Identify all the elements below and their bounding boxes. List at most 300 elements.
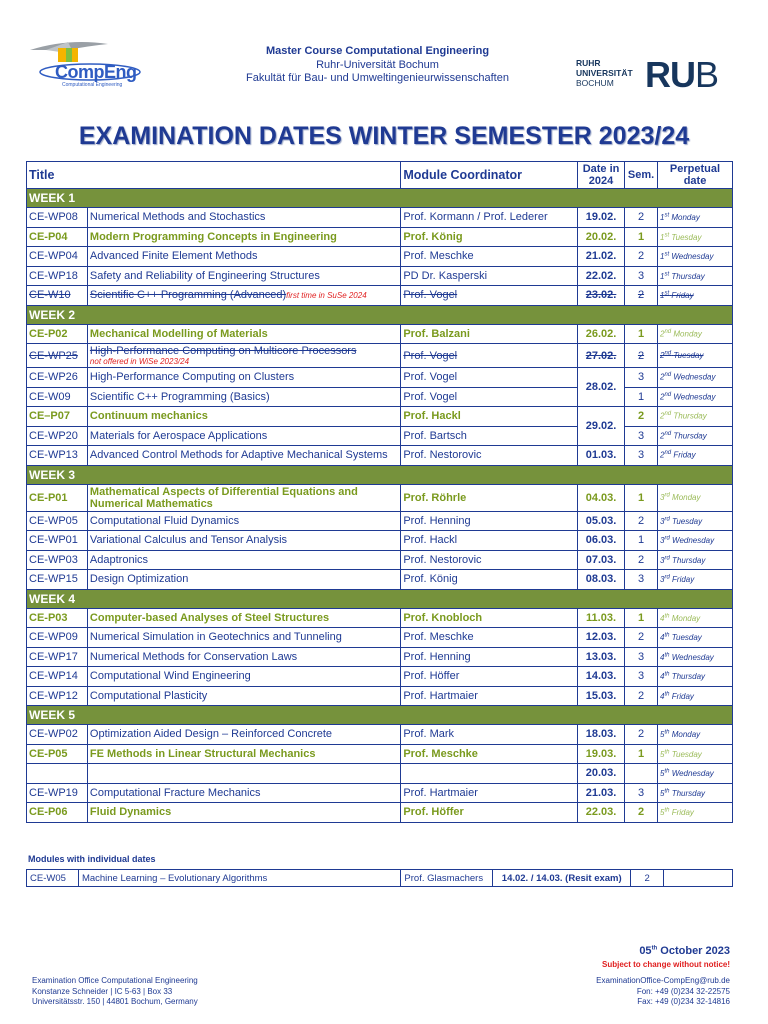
row-coordinator: Prof. Meschke <box>401 744 578 764</box>
perp-sup: nd <box>664 350 672 357</box>
row-sem: 3 <box>625 266 658 286</box>
row-coordinator <box>401 764 578 784</box>
row-title: Computational Fracture Mechanics <box>89 786 261 799</box>
row-date: 26.02. <box>578 324 625 344</box>
row-sem: 3 <box>625 446 658 466</box>
row-sem: 3 <box>625 783 658 803</box>
date-rest: October 2023 <box>657 945 730 957</box>
perp-sup: rd <box>664 554 670 561</box>
row-perpetual <box>658 446 733 466</box>
row-perpetual <box>658 725 733 745</box>
row-title: Design Optimization <box>89 573 189 586</box>
perp-sup: nd <box>664 411 672 418</box>
row-perpetual <box>664 870 733 887</box>
row-coordinator: Prof. Henning <box>401 511 578 531</box>
row-perpetual <box>658 227 733 247</box>
row-code: CE-WP05 <box>27 511 88 531</box>
table-row <box>27 803 733 823</box>
row-perpetual <box>658 550 733 570</box>
row-title: High-Performance Computing on Clusters <box>87 368 400 388</box>
row-sem: 2 <box>625 550 658 570</box>
row-perpetual <box>658 686 733 706</box>
week-header <box>27 589 733 608</box>
perp-day: Friday <box>671 291 694 301</box>
row-title-cell <box>87 247 400 267</box>
perp-sup: th <box>664 671 670 678</box>
week-label: WEEK 1 <box>27 189 733 208</box>
row-code: CE-P02 <box>27 324 88 344</box>
header-university: Ruhr-Universität Bochum <box>316 59 439 71</box>
row-title-cell <box>87 628 400 648</box>
row-code: CE-WP01 <box>27 531 88 551</box>
perp-sup: st <box>664 290 670 297</box>
row-sem: 2 <box>625 286 658 306</box>
row-date: 14.02. / 14.03. (Resit exam) <box>493 870 631 887</box>
row-title-cell <box>87 608 400 628</box>
row-sem: 2 <box>625 725 658 745</box>
row-coordinator: Prof. Meschke <box>401 628 578 648</box>
header-center <box>200 45 555 84</box>
row-sem: 2 <box>625 407 658 427</box>
footer-contact <box>596 976 730 1008</box>
row-title: Optimization Aided Design – Reinforced Concrete <box>89 728 333 741</box>
row-code: CE-WP08 <box>27 208 88 228</box>
row-perpetual <box>658 387 733 407</box>
row-sem: 2 <box>625 686 658 706</box>
rub-logo <box>645 54 718 96</box>
exam-table <box>26 161 733 823</box>
row-code: CE-W09 <box>27 387 88 407</box>
row-coordinator: Prof. König <box>401 570 578 590</box>
table-row <box>27 628 733 648</box>
row-coordinator: Prof. Höffer <box>401 667 578 687</box>
row-code: CE-WP26 <box>27 368 88 388</box>
row-title-cell <box>87 647 400 667</box>
perp-day: Thursday <box>671 672 706 682</box>
row-date: 04.03. <box>578 484 625 511</box>
perp-num: 3 <box>660 493 665 503</box>
row-code: CE-WP25 <box>27 344 88 368</box>
perp-day: Wednesday <box>673 373 716 383</box>
rub-logo-b: B <box>695 54 719 95</box>
header-perpetual: Perpetual date <box>658 162 733 189</box>
row-perpetual <box>658 511 733 531</box>
perp-sup: st <box>664 251 670 258</box>
perp-day: Wednesday <box>673 392 716 402</box>
table-row <box>27 647 733 667</box>
row-title: Adaptronics <box>89 553 149 566</box>
row-title-cell <box>87 667 400 687</box>
row-sem: 3 <box>625 368 658 388</box>
row-date: 01.03. <box>578 446 625 466</box>
individual-dates-table <box>26 869 733 887</box>
row-perpetual <box>658 484 733 511</box>
row-perpetual <box>658 368 733 388</box>
row-title: Scientific C++ Programming (Basics) <box>87 387 400 407</box>
row-title-cell <box>87 286 400 306</box>
row-sem: 3 <box>625 647 658 667</box>
row-code: CE-P06 <box>27 803 88 823</box>
perp-sup: st <box>664 212 670 219</box>
table-row <box>27 570 733 590</box>
row-title: High-Performance Computing on Multicore Processors <box>89 345 357 357</box>
row-title: Numerical Simulation in Geotechnics and Tunneling <box>89 631 342 644</box>
row-sem: 1 <box>625 387 658 407</box>
table-row <box>27 764 733 784</box>
row-perpetual <box>658 426 733 446</box>
row-sem: 2 <box>625 208 658 228</box>
row-perpetual <box>658 803 733 823</box>
table-row <box>27 550 733 570</box>
week-label: WEEK 5 <box>27 706 733 725</box>
row-title: Fluid Dynamics <box>89 806 172 819</box>
perp-num: 2 <box>660 329 665 339</box>
row-perpetual <box>658 531 733 551</box>
row-title: Numerical Methods and Stochastics <box>89 211 266 224</box>
table-row <box>27 725 733 745</box>
footer-street: Universitätsstr. 150 | 44801 Bochum, Germany <box>32 997 198 1006</box>
table-row <box>27 324 733 344</box>
perp-day: Monday <box>671 613 701 623</box>
table-header-row <box>27 162 733 189</box>
row-date: 11.03. <box>578 608 625 628</box>
perp-day: Thursday <box>673 431 707 441</box>
row-sem: 3 <box>625 426 658 446</box>
table-row <box>27 531 733 551</box>
table-row <box>27 484 733 511</box>
rub-line-ruhr: RUHR <box>576 58 601 68</box>
row-date: 15.03. <box>578 686 625 706</box>
row-title-cell <box>87 550 400 570</box>
row-coordinator: Prof. Vogel <box>401 387 578 407</box>
row-code: CE-WP17 <box>27 647 88 667</box>
row-code: CE-P04 <box>27 227 88 247</box>
perp-day: Tuesday <box>671 633 702 643</box>
row-note: not offered in WiSe 2023/24 <box>89 357 190 366</box>
row-perpetual <box>658 286 733 306</box>
rub-line-bochum: BOCHUM <box>576 78 614 88</box>
perp-sup: th <box>664 807 670 814</box>
row-coordinator: Prof. König <box>401 227 578 247</box>
row-date: 27.02. <box>578 344 625 368</box>
subject-to-change: Subject to change without notice! <box>602 960 730 969</box>
row-date: 19.02. <box>578 208 625 228</box>
table-row <box>27 227 733 247</box>
row-coordinator: Prof. Balzani <box>401 324 578 344</box>
row-code: CE-WP13 <box>27 446 88 466</box>
document-date <box>602 945 730 957</box>
perp-day: Friday <box>673 451 696 461</box>
perp-sup: nd <box>664 391 672 398</box>
row-code: CE-WP14 <box>27 667 88 687</box>
perp-day: Monday <box>673 329 702 339</box>
row-code: CE-P05 <box>27 744 88 764</box>
perp-num: 1 <box>660 213 665 223</box>
header-coordinator: Module Coordinator <box>401 162 578 189</box>
row-date: 28.02. <box>578 368 625 407</box>
rub-logo-ru: RU <box>645 54 695 95</box>
week-header <box>27 706 733 725</box>
table-row <box>27 426 733 446</box>
perp-sup: st <box>664 231 670 238</box>
row-coordinator: Prof. Kormann / Prof. Lederer <box>401 208 578 228</box>
perp-num: 1 <box>660 252 665 262</box>
perp-day: Tuesday <box>671 232 702 242</box>
week-label: WEEK 4 <box>27 589 733 608</box>
row-sem: 2 <box>625 511 658 531</box>
perp-num: 5 <box>660 749 665 759</box>
row-code: CE-WP18 <box>27 266 88 286</box>
row-title-cell <box>87 725 400 745</box>
perp-sup: nd <box>664 328 672 335</box>
perp-day: Tuesday <box>672 516 703 526</box>
row-sem: 2 <box>631 870 664 887</box>
table-row <box>27 686 733 706</box>
table-row <box>27 608 733 628</box>
row-date: 08.03. <box>578 570 625 590</box>
row-code: CE-P03 <box>27 608 88 628</box>
perp-num: 3 <box>660 516 665 526</box>
row-code: CE–P07 <box>27 407 88 427</box>
row-coordinator: Prof. Mark <box>401 725 578 745</box>
table-row <box>27 344 733 368</box>
row-perpetual <box>658 744 733 764</box>
row-title: Mathematical Aspects of Differential Equations and Numerical Mathematics <box>89 485 358 510</box>
row-date: 20.03. <box>578 764 625 784</box>
footer-email[interactable]: ExaminationOffice-CompEng@rub.de <box>596 976 730 985</box>
row-coordinator: PD Dr. Kasperski <box>401 266 578 286</box>
perp-sup: rd <box>664 574 670 581</box>
table-row <box>27 783 733 803</box>
row-date: 18.03. <box>578 725 625 745</box>
perp-day: Wednesday <box>671 252 714 262</box>
row-code: CE-WP04 <box>27 247 88 267</box>
perp-sup: th <box>664 632 670 639</box>
row-coordinator: Prof. Hartmaier <box>401 686 578 706</box>
row-title-cell <box>87 744 400 764</box>
row-title-cell <box>87 266 400 286</box>
perp-num: 2 <box>660 431 665 441</box>
table-row <box>27 286 733 306</box>
row-title: Computational Wind Engineering <box>89 670 251 683</box>
row-coordinator: Prof. Knobloch <box>401 608 578 628</box>
row-title-cell <box>87 686 400 706</box>
perp-num: 3 <box>660 555 665 565</box>
perp-day: Monday <box>671 730 701 740</box>
row-coordinator: Prof. Meschke <box>401 247 578 267</box>
row-coordinator: Prof. Hackl <box>401 407 578 427</box>
header-title: Title <box>27 162 401 189</box>
footer-contact-person: Konstanze Schneider | IC 5-63 | Box 33 <box>32 986 173 996</box>
perp-num: 2 <box>660 373 665 383</box>
perp-day: Wednesday <box>672 536 715 546</box>
perp-day: Tuesday <box>671 749 702 759</box>
perp-num: 5 <box>660 769 665 779</box>
table-row <box>27 247 733 267</box>
row-date: 07.03. <box>578 550 625 570</box>
row-title: Modern Programming Concepts in Engineering <box>89 230 337 243</box>
perp-num: 4 <box>660 613 665 623</box>
perp-num: 2 <box>660 351 665 361</box>
row-title-cell <box>87 484 400 511</box>
perp-sup: th <box>664 787 670 794</box>
table-row <box>27 208 733 228</box>
individual-dates-heading: Modules with individual dates <box>28 854 156 864</box>
row-date: 14.03. <box>578 667 625 687</box>
perp-day: Wednesday <box>671 769 714 779</box>
perp-sup: st <box>664 270 670 277</box>
row-title: Safety and Reliability of Engineering Structures <box>89 269 320 282</box>
row-title: FE Methods in Linear Structural Mechanics <box>89 747 316 760</box>
week3-section <box>27 465 733 589</box>
perp-num: 1 <box>660 232 665 242</box>
row-title-cell <box>87 227 400 247</box>
row-title-cell <box>87 570 400 590</box>
table-row <box>27 446 733 466</box>
header-course-name: Master Course Computational Engineering <box>265 45 490 57</box>
footer-office: Examination Office Computational Engineering <box>32 976 198 985</box>
row-perpetual <box>658 344 733 368</box>
row-perpetual <box>658 647 733 667</box>
table-row <box>27 387 733 407</box>
row-title-cell <box>87 344 400 368</box>
perp-day: Thursday <box>672 555 706 565</box>
row-sem: 2 <box>625 344 658 368</box>
row-coordinator: Prof. Vogel <box>401 368 578 388</box>
row-perpetual <box>658 764 733 784</box>
row-date: 20.02. <box>578 227 625 247</box>
row-note: first time in SuSe 2024 <box>286 291 367 301</box>
row-sem: 2 <box>625 247 658 267</box>
row-date: 29.02. <box>578 407 625 446</box>
perp-num: 1 <box>660 271 665 281</box>
perp-sup: nd <box>664 430 672 437</box>
row-date: 12.03. <box>578 628 625 648</box>
row-coordinator: Prof. Höffer <box>401 803 578 823</box>
week2-label: WEEK 2 <box>27 305 733 324</box>
row-title: Continuum mechanics <box>87 407 400 427</box>
perp-num: 3 <box>660 536 665 546</box>
row-sem: 1 <box>625 531 658 551</box>
row-perpetual <box>658 783 733 803</box>
date-sup: th <box>651 945 658 952</box>
row-title-cell <box>87 511 400 531</box>
perp-sup: th <box>664 748 670 755</box>
row-title: Scientific C++ Programming (Advanced) <box>89 289 287 302</box>
row-sem: 3 <box>625 570 658 590</box>
week-header <box>27 189 733 208</box>
perp-num: 5 <box>660 808 665 818</box>
perp-day: Wednesday <box>671 652 714 662</box>
row-coordinator: Prof. Henning <box>401 647 578 667</box>
row-code: CE-WP19 <box>27 783 88 803</box>
footer-phone: Fon: +49 (0)234 32-22575 <box>636 986 730 996</box>
row-sem: 1 <box>625 608 658 628</box>
perp-sup: rd <box>664 535 670 542</box>
perp-sup: th <box>664 690 670 697</box>
week-label: WEEK 3 <box>27 465 733 484</box>
perp-sup: th <box>664 729 670 736</box>
perp-num: 2 <box>660 451 665 461</box>
row-date: 23.02. <box>578 286 625 306</box>
perp-sup: rd <box>664 515 670 522</box>
row-date: 19.03. <box>578 744 625 764</box>
header-sem: Sem. <box>625 162 658 189</box>
row-title-cell <box>87 208 400 228</box>
row-title-cell <box>87 531 400 551</box>
perp-sup: th <box>664 651 670 658</box>
date-day: 05 <box>639 945 652 957</box>
perp-num: 5 <box>660 730 665 740</box>
row-coordinator: Prof. Nestorovic <box>401 446 578 466</box>
row-coordinator: Prof. Vogel <box>401 344 578 368</box>
table-row <box>27 407 733 427</box>
row-coordinator: Prof. Glasmachers <box>401 870 493 887</box>
perp-sup: th <box>664 612 670 619</box>
row-perpetual <box>658 628 733 648</box>
row-title-cell <box>87 803 400 823</box>
perp-day: Thursday <box>673 412 707 422</box>
row-coordinator: Prof. Vogel <box>401 286 578 306</box>
compeng-logo-subtitle: Computational Engineering <box>62 82 123 88</box>
row-coordinator: Prof. Röhrle <box>401 484 578 511</box>
row-sem: 1 <box>625 744 658 764</box>
row-title-cell <box>87 764 400 784</box>
perp-sup: nd <box>664 450 672 457</box>
row-date: 22.02. <box>578 266 625 286</box>
perp-num: 4 <box>660 672 665 682</box>
week2-section <box>27 305 733 465</box>
row-code: CE-W10 <box>27 286 88 306</box>
header-date: Date in 2024 <box>578 162 625 189</box>
table-row <box>27 266 733 286</box>
row-date: 05.03. <box>578 511 625 531</box>
row-coordinator: Prof. Bartsch <box>401 426 578 446</box>
week5-section <box>27 706 733 823</box>
row-date: 13.03. <box>578 647 625 667</box>
perp-num: 2 <box>660 392 665 402</box>
perp-num: 1 <box>660 291 665 301</box>
perp-sup: rd <box>664 492 670 499</box>
row-sem: 1 <box>625 227 658 247</box>
table-row <box>27 667 733 687</box>
perp-day: Friday <box>671 691 694 701</box>
perp-num: 4 <box>660 633 665 643</box>
header-faculty: Fakultät für Bau- und Umweltingenieurwissenschaften <box>246 72 509 84</box>
row-perpetual <box>658 608 733 628</box>
row-title-cell <box>87 783 400 803</box>
row-sem: 1 <box>625 324 658 344</box>
row-title: Machine Learning – Evolutionary Algorithms <box>78 870 400 887</box>
row-code: CE-WP09 <box>27 628 88 648</box>
perp-day: Monday <box>671 213 700 223</box>
row-coordinator: Prof. Nestorovic <box>401 550 578 570</box>
document-date-box <box>602 945 730 969</box>
row-code: CE-WP02 <box>27 725 88 745</box>
row-title: Computational Plasticity <box>89 689 208 702</box>
row-coordinator: Prof. Hackl <box>401 531 578 551</box>
perp-num: 2 <box>660 412 665 422</box>
table-row <box>27 870 733 887</box>
row-perpetual <box>658 667 733 687</box>
week-header <box>27 305 733 324</box>
row-date: 21.02. <box>578 247 625 267</box>
row-code: CE-W05 <box>27 870 79 887</box>
table-row <box>27 744 733 764</box>
row-code: CE-WP03 <box>27 550 88 570</box>
row-code <box>27 764 88 784</box>
row-code: CE-WP12 <box>27 686 88 706</box>
